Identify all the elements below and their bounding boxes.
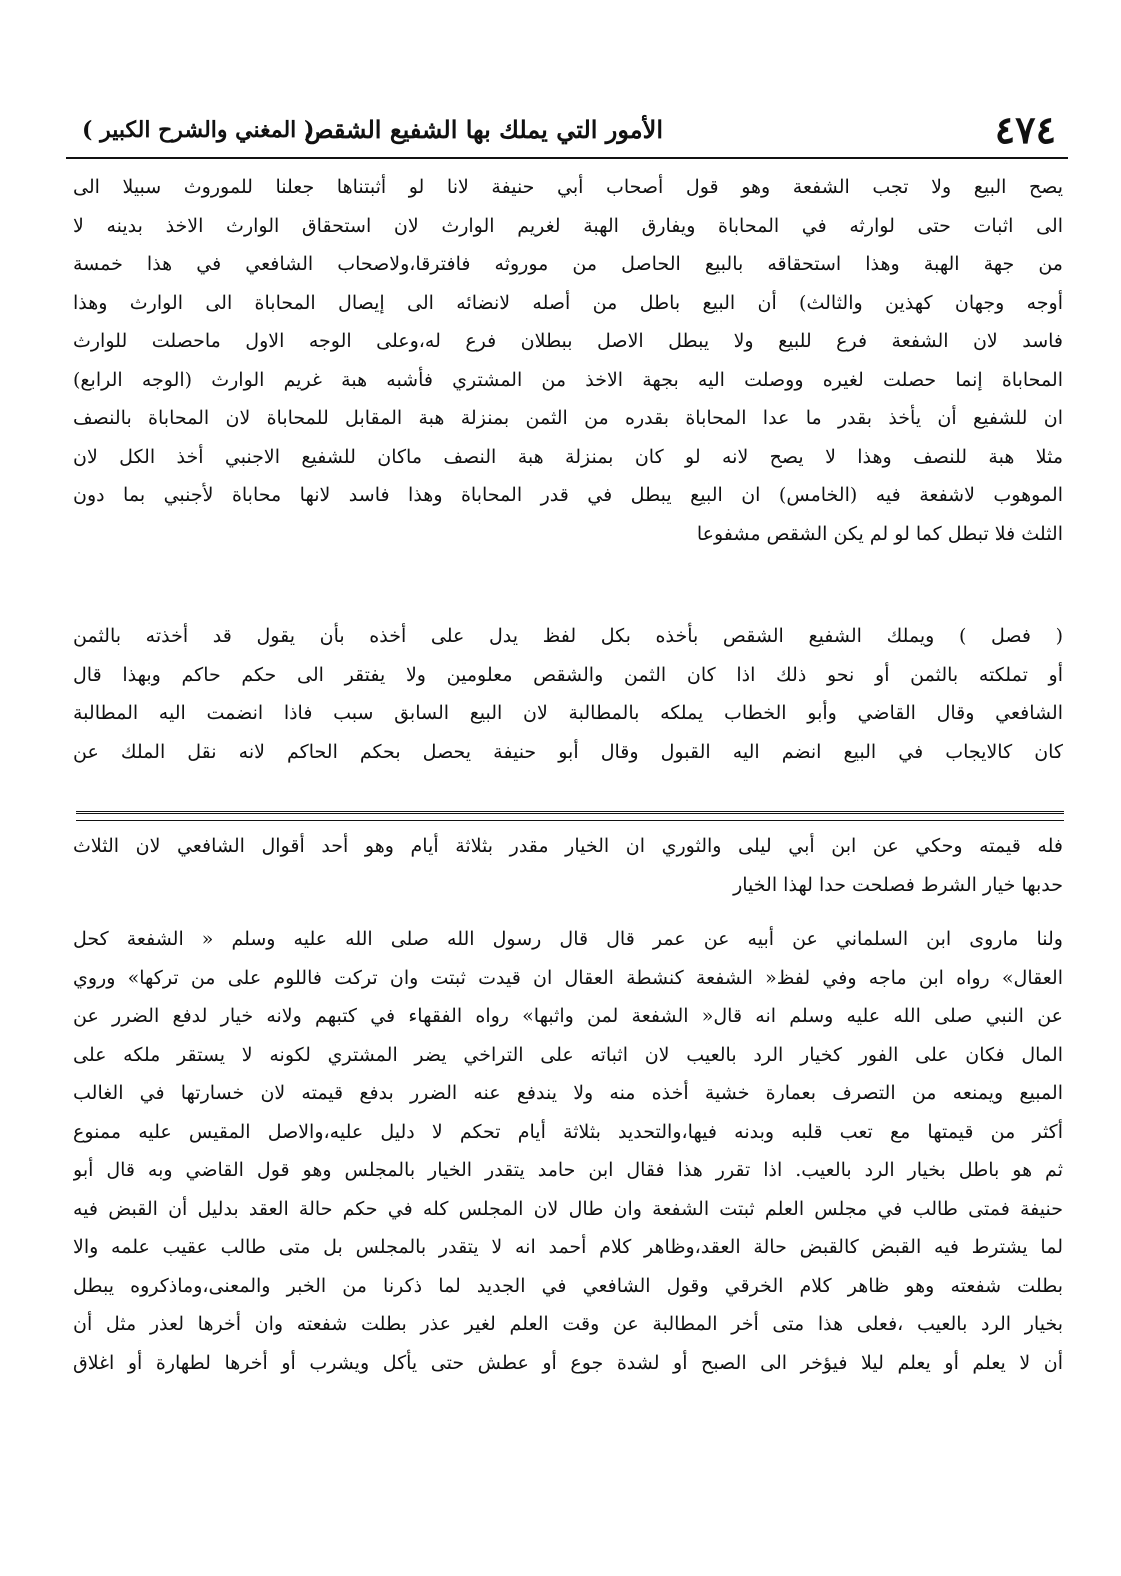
text-line: حدبها خيار الشرط فصلحت حدا لهذا الخيار [733, 873, 1063, 896]
text-line: المبيع ويمنعه من التصرف بعمارة خشية أخذه منه ولا يندفع عنه الضرر بدفع قيمته لان خسارتها في الغالب [73, 1082, 1063, 1104]
chapter-title: الأمور التي يملك بها الشفيع الشقص [304, 115, 663, 144]
text-line: عن النبي صلى الله عليه وسلم انه قال« الشفعة لمن واثبها» رواه الفقهاء في كتبهم ولانه خيار لدفع الضرر عن [73, 1005, 1063, 1027]
text-line: بخيار الرد بالعيب ،فعلى هذا متى أخر المطالبة عن وقت العلم لغير عذر بطلت شفعته وان أخرها لعذر مثل أن [73, 1313, 1063, 1335]
text-line: أكثر من قيمتها مع تعب قلبه وبدنه فيها،والتحديد بثلاثة أيام تحكم لا دليل عليه،والاصل المقيس عليه ممنوع [73, 1120, 1063, 1143]
text-line: أن لا يعلم أو يعلم ليلا فيؤخر الى الصبح أو لشدة جوع أو عطش حتى يأكل ويشرب أو أخرها لطهارة أو اغلاق [73, 1351, 1063, 1374]
book-title: ( المغني والشرح الكبير ) [82, 117, 315, 143]
text-line: يصح البيع ولا تجب الشفعة وهو قول أصحاب أبي حنيفة لانا لو أثبتناها جعلنا للموروث سبيلا الى [73, 176, 1063, 198]
text-line: فله قيمته وحكي عن ابن أبي ليلى والثوري ان الخيار مقدر بثلاثة أيام وهو أحد أقوال الشافعي لان الثلاث [73, 835, 1063, 857]
text-line: ( فصل ) ويملك الشفيع الشقص بأخذه بكل لفظ يدل على أخذه بأن يقول قد أخذته بالثمن [73, 625, 1063, 647]
commentary-paragraph-2 [73, 920, 1063, 1382]
commentary-paragraph-1 [73, 827, 1063, 904]
text-line: الموهوب لاشفعة فيه (الخامس) ان البيع يبطل في قدر المحاباة وهذا فاسد لانها محاباة لأجنبي بما دون [73, 484, 1063, 506]
text-line: كان كالايجاب في البيع انضم اليه القبول وقال أبو حنيفة يحصل بحكم الحاكم لانه نقل الملك عن [73, 740, 1063, 763]
text-line: لما يشترط فيه القبض كالقبض حالة العقد،وظاهر كلام أحمد انه لا يتقدر بالمجلس بل متى طالب عقيب علمه والا [73, 1236, 1063, 1258]
text-line: من جهة الهبة وهذا استحقاقه بالبيع الحاصل من موروثه فافترقا،ولاصحاب الشافعي في هذا خمسة [73, 253, 1063, 275]
section-separator [76, 811, 1064, 821]
text-line: بطلت شفعته وهو ظاهر كلام الخرقي وقول الشافعي في الجديد لما ذكرنا من الخبر والمعنى،وماذكروه يبطل [73, 1274, 1063, 1297]
page-header [66, 108, 1068, 152]
text-line: المال فكان على الفور كخيار الرد بالعيب لان اثباته على التراخي يضر المشتري لكونه لا يستقر ملكه على [73, 1043, 1063, 1066]
page-number: ٤٧٤ [994, 107, 1056, 152]
text-line: فاسد لان الشفعة فرع للبيع ولا يبطل الاصل ببطلان فرع له،وعلى الوجه الاول ماحصلت للوارث [73, 330, 1063, 352]
header-rule [66, 157, 1068, 159]
text-line: مثلا هبة للنصف وهذا لا يصح لانه لو كان بمنزلة هبة النصف ماكان للشفيع الاجنبي أخذ الكل لان [73, 445, 1063, 468]
text-line: الى اثبات حتى لوارثه في المحاباة ويفارق الهبة لغريم الوارث لان استحقاق الوارث الاخذ بدينه لا [73, 214, 1063, 237]
text-line: المحاباة إنما حصلت لغيره ووصلت اليه بجهة الاخذ من المشتري فأشبه هبة غريم الوارث (الوجه الرابع) [73, 368, 1063, 391]
text-line: الشافعي وقال القاضي وأبو الخطاب يملكه بالمطالبة لان البيع السابق سبب فاذا انضمت اليه المطالبة [73, 702, 1063, 724]
text-line: الثلث فلا تبطل كما لو لم يكن الشقص مشفوعا [696, 522, 1063, 545]
text-line: ولنا ماروى ابن السلماني عن أبيه عن عمر قال قال رسول الله صلى الله عليه وسلم « الشفعة كحل [73, 928, 1063, 950]
text-line: حنيفة فمتى طالب في مجلس العلم ثبتت الشفعة وان طال لان المجلس كله في حكم حالة العقد بدليل أن القبض فيه [73, 1197, 1063, 1220]
text-line: العقال» رواه ابن ماجه وفي لفظ« الشفعة كنشطة العقال ان قيدت ثبتت وان تركت فاللوم على من تركها» وروي [73, 966, 1063, 989]
text-line: أو تملكته بالثمن أو نحو ذلك اذا كان الثمن والشقص معلومين ولا يفتقر الى حكم حاكم وبهذا قال [73, 663, 1063, 686]
text-line: أوجه وجهان كهذين والثالث) أن البيع باطل من أصله لانضائه الى إيصال المحاباة الى الوارث وهذا [73, 291, 1063, 314]
text-line: ثم هو باطل بخيار الرد بالعيب. اذا تقرر هذا فقال ابن حامد يتقدر الخيار بالمجلس وهو قول القاضي وبه قال أبو [73, 1159, 1063, 1181]
main-text-paragraph-1 [73, 168, 1063, 553]
text-line: ان للشفيع أن يأخذ بقدر ما عدا المحاباة بقدره من الثمن بمنزلة هبة المقابل للمحاباة لان المحاباة بالنصف [73, 407, 1063, 429]
main-text-paragraph-2 [73, 617, 1063, 771]
